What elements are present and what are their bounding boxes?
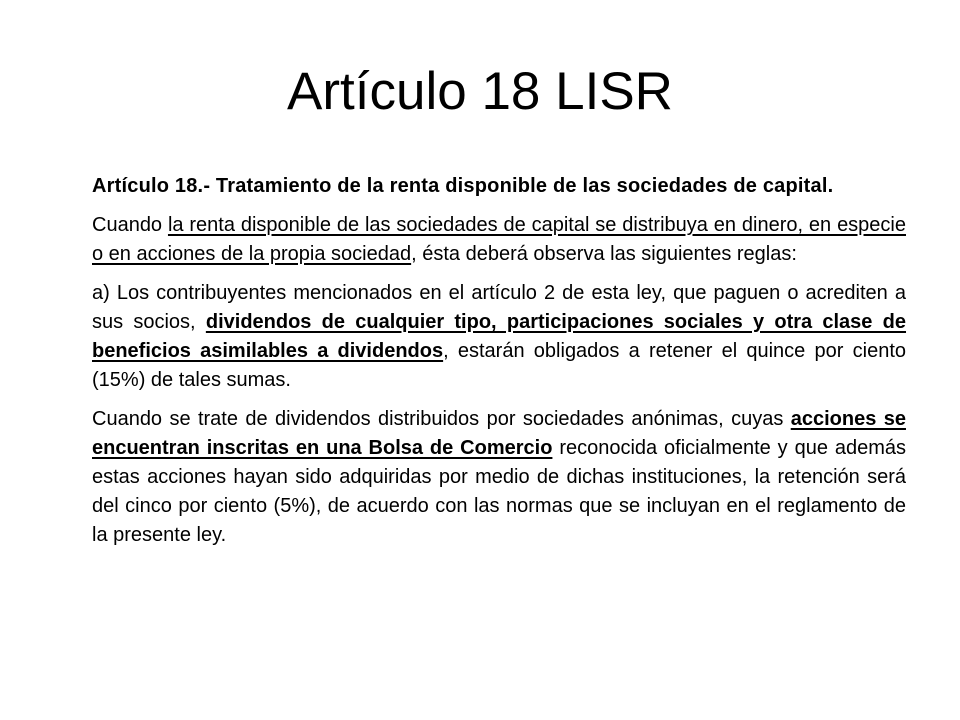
slide-title: Artículo 18 LISR	[287, 62, 673, 121]
article-heading: Artículo 18.- Tratamiento de la renta disponible de las sociedades de capital.	[92, 175, 834, 197]
paragraph-text: , ésta deberá observa las siguientes reglas:	[411, 243, 797, 265]
paragraph-text: Cuando se trate de dividendos distribuidos por sociedades anónimas, cuyas	[92, 408, 791, 430]
underlined-phrase: acciones se encuentran inscritas en una Bolsa de Comercio	[92, 408, 906, 459]
underlined-phrase: la renta disponible de las sociedades de capital se distribuya en dinero, en especie o en acciones de la propia sociedad	[92, 214, 906, 265]
paragraph-rule-a	[92, 279, 906, 395]
paragraph-renta-disponible	[92, 211, 906, 269]
paragraph-text: Cuando	[92, 214, 168, 236]
paragraph-text: , estarán obligados a retener el quince por ciento (15%) de tales sumas.	[92, 340, 906, 391]
paragraph-text: reconocida oficialmente y que además estas acciones hayan sido adquiridas por medio de dichas instituciones, la retención será del cinco por ciento (5%), de acuerdo con las normas que se incluyan en el reglamento de la presente ley.	[92, 437, 906, 546]
paragraph-bolsa-comercio	[92, 405, 906, 550]
slide-body	[92, 172, 906, 560]
paragraph-text: a) Los contribuyentes mencionados en el artículo 2 de esta ley, que paguen o acrediten a sus socios,	[92, 282, 906, 333]
underlined-phrase: dividendos de cualquier tipo, participaciones sociales y otra clase de beneficios asimilables a dividendos	[92, 311, 907, 362]
